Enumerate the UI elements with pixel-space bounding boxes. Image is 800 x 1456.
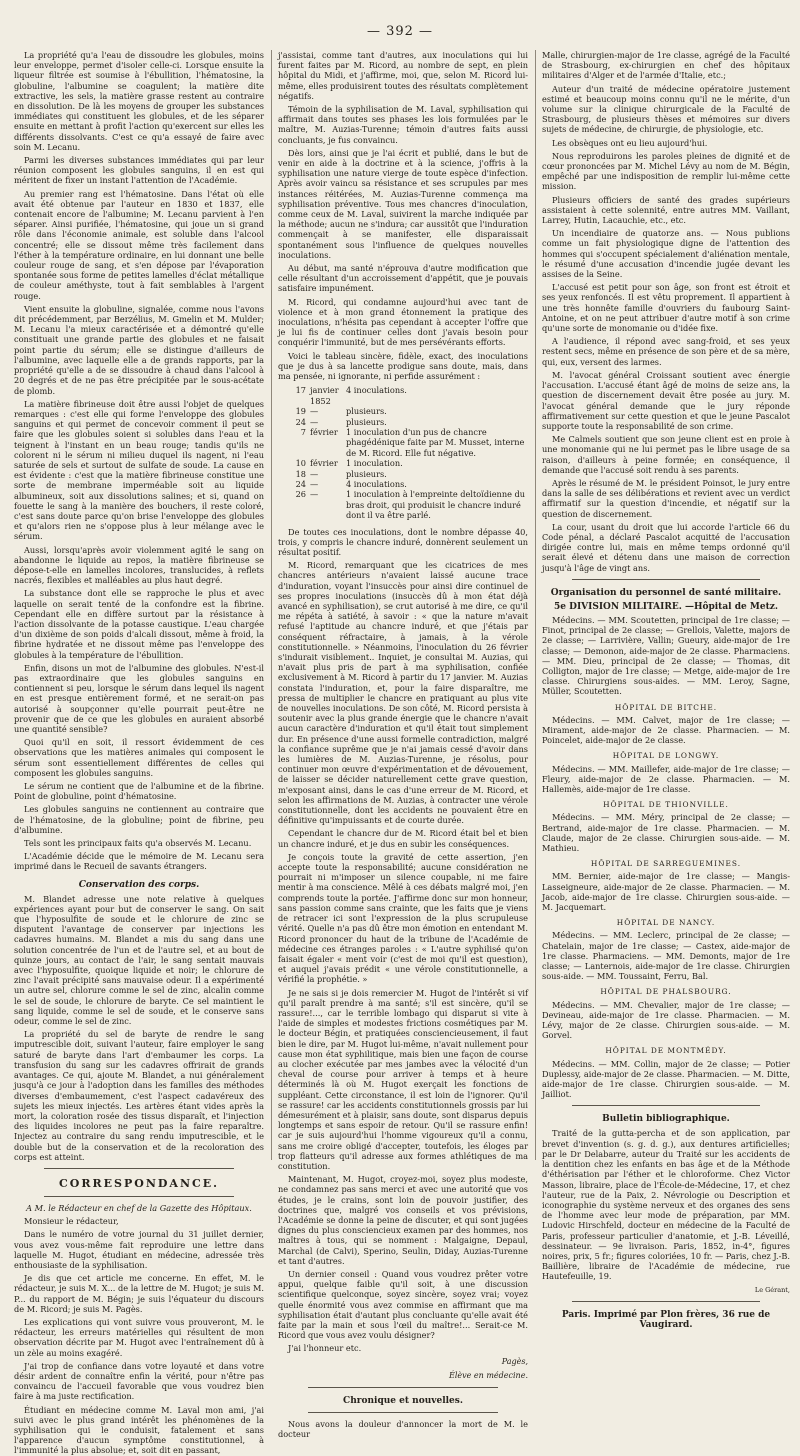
paragraph: M. Blandet adresse une note relative à quelques expériences ayant pour but de conserver le sang. On sait que l'hyposulfite de soude et le chlorure de zinc se disputent l'avantage de conserver par injections les cadavres humains. M. Blandet a mis du sang dans une solution concentrée de l'un et de l'autre sel, et au bout de quinze jours, au contact de l'air, le sang sentait mauvais avec l'hyposulfite, quoique liquide et noir; le chlorure de zinc l'avait précipité sans mauvaise odeur. Il a expérimenté un autre sel, chlorure comme le sel de zinc, alcalin comme le sel de soude, le chlorure de baryte. Ce sel maintient le sang liquide, comme le sel de soude, et le conserve sans odeur, comme le sel de zinc. (14, 893, 264, 1027)
paragraph: Nous avons la douleur d'annoncer la mort de M. le docteur (278, 1419, 528, 1440)
paragraph: M. Ricord, remarquant que les cicatrices de mes chancres antérieurs n'avaient laissé aucune trace d'induration, voyant l'insuccès pour ainsi dire continuel de ses propres inoculations (insuccès dû à mon état déjà avancé en syphilisation), se crut autorisé à me dire, ce qu'il me répéta à satiété, à savoir : « que la nature m'avait refusé l'aptitude au chancre induré, et que j'étais par conséquent réfractaire, à jamais, à la vérole constitutionnelle. » Néanmoins, l'inoculation du 26 février s'indurait visiblement.. Inquiet, je consultai M. Auzias, qui n'avait plus pris de part à ma syphilisation, confiée exclusivement à M. Ricord à partir du 17 janvier. M. Auzias constata l'induration, et, pour la faire disparaître, me pressa de multiplier le chancre en pratiquant au plus vite de nouvelles inoculations. De son côté, M. Ricord persista à soutenir avec la plus grande énergie que le chancre n'avait aucun caractère d'induration et qu'il était tout simplement dur. En présence d'une aussi formelle contradiction, malgré la confiance suprême que je n'ai jamais cessé d'avoir dans les lumières de M. Auzias-Turenne, je résolus, pour continuer mon œuvre d'expérimentation et de dévouement, de laisser se décider naturellement cette grave question, m'exposant ainsi, dans le cas d'une erreur de M. Ricord, et selon les affirmations de M. Auzias, à contracter une vérole constitutionnelle, dont les accidents ne pouvaient être en définitive qu'impuissants et de courte durée. (278, 560, 528, 826)
paragraph: Je dis que cet article me concerne. En effet, M. le rédacteur, je suis M. X... de la lettre de M. Hugot; je suis M. P... du rapport de M. Bégin; je suis l'équateur du discours de M. Ricord; je suis M. Pagès. (14, 1273, 264, 1314)
paragraph: Je ne sais si je dois remercier M. Hugot de l'intérêt si vif qu'il paraît prendre à ma santé; s'il est sincère, qu'il se rassure!..., car le terrible lombago qui disparut si vite à l'aide de simples et modestes frictions cosmétiques par M. le docteur Bégin, et pratiquées consciencieusement, il faut bien le dire, par M. Hugot lui-même, n'avait nullement pour cause mon état syphilitique, mais bien une façon de course au clocher exécutée par mes jambes avec la vélocité d'un cheval de course pour arriver à temps et à heure déterminés là où M. Hugot exerçait les fonctions de suppléant. Cette circonstance, il est loin de l'ignorer. Qu'il se rassure! car les accidents constitutionnels grossis par lui démesurément et à plaisir, sans doute, sont disparus depuis longtemps et sans espoir de retour. Qu'il se rassure enfin! car je suis aujourd'hui l'homme vigoureux qu'il a connu, sans me croire obligé d'accepter, toutefois, les éloges par trop flatteurs qu'il adresse aux formes athlétiques de ma constitution. (278, 987, 528, 1171)
list-item: 17 janvier 1852 4 inoculations. (295, 385, 407, 406)
paragraph: Vient ensuite la globuline, signalée, comme nous l'avons dit précédemment, par Berzélius, M. Gmelin et M. Mulder; M. Lecanu l'a mieux caractérisée et a démontré qu'elle constituait une grande partie des globules et ne faisait point partie du sérum; elle se distingue d'ailleurs de l'albumine, avec laquelle elle a de grands rapports, par la propriété qu'elle a de se dissoudre à chaud dans l'alcool à 20 degrés et de ne pas être précipitée par le sous-acétate de plomb. (14, 303, 264, 396)
list-item: 24 — 4 inoculations. (295, 478, 407, 489)
list-item: 7 février 1 inoculation d'un pus de chancre phagédénique faite par M. Musset, interne de M. Ricord. Elle fut négative. (300, 426, 525, 458)
printer-imprint: Paris. Imprimé par Plon frères, 36 rue de Vaugirard. (561, 1309, 771, 1330)
paragraph: J'ai l'honneur etc. (288, 1343, 362, 1354)
paragraph: M. Ricord, qui condamne aujourd'hui avec tant de violence et à mon grand étonnement la pratique des inoculations, n'hésita pas cependant à accepter l'offre que je lui fis de continuer celles dont j'avais besoin pour conquérir l'immunité, but de mes persévérants efforts. (278, 296, 528, 348)
hospital-heading: HÔPITAL DE NANCY. (616, 918, 716, 928)
paragraph: Enfin, disons un mot de l'albumine des globules. N'est-il pas extraordinaire que les globules sanguins en contiennent si peu, lorsque le sérum dans lequel ils nagent en est presque entièrement formé, et ne serait-on pas autorisé à soupçonner qu'elle pourrait peut-être ne provenir que de ce que les globules en auraient absorbé une quantité sensible? (14, 662, 264, 734)
paragraph: Un dernier conseil : Quand vous voudrez prêter votre appui, quelque faible qu'il soit, à une discussion scientifique quelconque, soyez sincère, soyez vrai; voyez quelle énormité vous avez commise en affirmant que ma syphilisation était d'autant plus concluante qu'elle avait été faite par la main et sous l'œil du maître!... Serait-ce M. Ricord que vous avez voulu désigner? (278, 1269, 528, 1341)
hospital-heading: HÔPITAL DE BITCHE. (614, 702, 718, 712)
paragraph: De toutes ces inoculations, dont le nombre dépasse 40, trois, y compris le chancre induré, donnèrent seulement un résultat positif. (278, 526, 528, 557)
hospital-heading: HÔPITAL DE SARREGUEMINES. (590, 859, 742, 869)
organisation-heading: Organisation du personnel de santé militaire. (550, 587, 782, 598)
salutation: Monsieur le rédacteur, (24, 1216, 119, 1227)
column-divider (271, 50, 272, 1160)
list-item: 10 février 1 inoculation. (295, 458, 403, 469)
paragraph: La matière fibrineuse doit être aussi l'objet de quelques remarques : c'est elle qui forme l'enveloppe des globules sanguins et qui permet de concevoir comment il peut se faire que les globules soient si solubles dans l'eau et la teignent à l'instant en un beau rouge; tandis qu'ils ne colorent ni le sérum ni milieu duquel ils nagent, ni l'eau saturée de sels et surtout de sulfate de soude. La cause en est évidente : c'est que la matière fibrineuse constitue une sorte de membrane imperméable soit au liquide albumineux, soit aux dissolutions salines; et si, quand on fouette le sang à la manière des bouchers, il reste coloré, c'est sans doute parce qu'on brise l'enveloppe des globules et qu'alors rien ne s'oppose plus à leur mélange avec le sérum. (14, 398, 264, 542)
column-divider (535, 50, 536, 1160)
separator-rule (308, 1412, 498, 1413)
list-item: 26 — 1 inoculation à l'empreinte deltoïdienne du bras droit, qui produisit le chancre induré dont il va être parlé. (295, 489, 526, 521)
hospital-staff: Médecins. — MM. Scoutetten, principal de 1re classe; — Finot, principal de 2e classe; — Grellois, Valette, majors de 2e classe; — Larrivière, Vallin; Gueury, aide-major de 1re classe; — Demonon, aide-major de 2e classe. Pharmaciens. — MM. Dieu, principal de 2e classe; — Thomas, dit Colligton, major de 1re classe; — Metge, aide-major de 1re classe. Chirurgiens sous-aides. — MM. Leroy, Sagne, Müller, Scoutetten. (542, 614, 790, 697)
list-item: 24 — plusieurs. (295, 416, 387, 427)
paragraph: L'accusé est petit pour son âge, son front est étroit et ses yeux renfoncés. Il est vêtu proprement. Il appartient à une très honnête famille d'ouvriers du faubourg Saint-Antoine, et on ne peut attribuer d'autre motif à son crime qu'une sorte de monomanie ou d'idée fixe. (542, 282, 790, 334)
hospital-staff: MM. Bernier, aide-major de 1re classe; — Mangis-Lasseigneure, aide-major de 2e classe. Pharmacien. — M. Jacob, aide-major de 1re classe. Chirurgien sous-aide. — M. Jacquemart. (542, 871, 790, 913)
signature-name: Pagès, (501, 1356, 528, 1366)
gerant-label: Le Gérant, (754, 1285, 790, 1294)
hospital-staff: Médecins. — MM. Leclerc, principal de 2e classe; — Chatelain, major de 1re classe; — Castex, aide-major de 1re classe. Pharmaciens. — MM. Demonts, major de 1re classe; — Lanternois, aide-major de 1re classe. Chirurgien sous-aide. — MM. Toussaint, Ferru, Bal. (542, 930, 790, 982)
paragraph: Les globules sanguins ne contiennent au contraire que de l'hématosine, de la globuline; point de fibrine, peu d'albumine. (14, 804, 264, 835)
separator-rule (44, 1168, 234, 1169)
division-heading: 5e DIVISION MILITAIRE. —Hôpital de Metz. (554, 601, 778, 612)
paragraph: Étudiant en médecine comme M. Laval mon ami, j'ai suivi avec le plus grand intérêt les phénomènes de la syphilisation qui le conduisit, fatalement et sans l'apparence d'aucun symptôme constitutionnel, à l'immunité la plus absolue; et, soit dit en passant, (14, 1404, 264, 1456)
list-item: 19 — plusieurs. (295, 406, 387, 417)
column-middle (278, 50, 528, 1440)
paragraph: Après le résumé de M. le président Poinsot, le jury entre dans la salle de ses délibérations et revient avec un verdict affirmatif sur la question d'incendie, et négatif sur la question de discernement. (542, 477, 790, 519)
bulletin-heading: Bulletin bibliographique. (602, 1114, 730, 1125)
separator-rule (572, 579, 760, 580)
paragraph: Quoi qu'il en soit, il ressort évidemment de ces observations que les matières animales qui composent le sérum sont essentiellement différentes de celles qui composent les globules sanguins. (14, 737, 264, 778)
paragraph: Les obsèques ont eu lieu aujourd'hui. (552, 137, 708, 148)
paragraph: Plusieurs officiers de santé des grades supérieurs assistaient à cette solennité, entre autres MM. Vaillant, Larrey, Hutin, Lacauchie, etc., etc. (542, 194, 790, 226)
paragraph: A l'audience, il répond avec sang-froid, et ses yeux restent secs, même en présence de son père et de sa mère, qui, eux, versent des larmes. (542, 336, 790, 367)
column-right (542, 50, 790, 1330)
list-item: 18 — plusieurs. (295, 468, 387, 479)
paragraph: Nous reproduirons les paroles pleines de dignité et de cœur prononcées par M. Michel Lévy au nom de M. Bégin, empêché par une indisposition de remplir lui-même cette mission. (542, 150, 790, 192)
separator-rule (308, 1387, 498, 1388)
paragraph: La propriété du sel de baryte de rendre le sang imputrescible doit, suivant l'auteur, faire employer le sang saturé de baryte dans l'art d'embaumer les corps. La transfusion du sang sur les cadavres offrirait de grands avantages. Ce qui, ajoute M. Blandet, a nui généralement jusqu'à ce jour à l'adoption dans les familles des méthodes diverses d'embaumement, c'est l'aspect cadavéreux des sujets les mieux injectés. Les artères étant vides après la mort, la coloration rosée des tissus disparaît, et l'injection des liquides incolores ne peut pas la faire reparaître. Injectez au contraire du sang rendu imputrescible, et le double but de la conservation et de la recoloration des corps est atteint. (14, 1029, 264, 1162)
paragraph: Un incendiaire de quatorze ans. — Nous publions comme un fait physiologique digne de l'attention des hommes qui s'occupent spécialement d'aliénation mentale, le résumé d'une accusation d'incendie jugée devant les assises de la Seine. (542, 228, 790, 280)
inoculation-list (278, 385, 528, 520)
chronique-heading: Chronique et nouvelles. (343, 1396, 463, 1407)
paragraph: Dès lors, ainsi que je l'ai écrit et publié, dans le but de venir en aide à la doctrine et à la science, j'offris à la syphilisation une nature vierge de toute espèce d'infection. Après avoir vaincu sa résistance et ses scrupules par mes instances réitérées, M. Auzias-Turenne commença ma syphilisation préventive. Tous mes chancres d'inoculation, comme ceux de M. Laval, suivirent la marche indiquée par la méthode; aucun ne s'indura; car aussitôt que l'induration commençait à se manifester, elle disparaissait spontanément sous l'influence de quelques nouvelles inoculations. (278, 147, 528, 260)
paragraph: J'ai trop de confiance dans votre loyauté et dans votre désir ardent de connaître enfin la vérité, pour n'être pas convaincu de l'accueil favorable que vous voudrez bien faire à ma juste rectification. (14, 1360, 264, 1402)
paragraph: Parmi les diverses substances immédiates qui par leur réunion composent les globules sanguins, il en est qui méritent de fixer un instant l'attention de l'Académie. (14, 155, 264, 186)
hospital-heading: HÔPITAL DE PHALSBOURG. (600, 987, 732, 997)
paragraph: Au premier rang est l'hématosine. Dans l'état où elle avait été obtenue par l'auteur en 1830 et 1837, elle contenait encore de l'albumine; M. Lecanu parvient à l'en séparer. Ainsi purifiée, l'hématosine, qui joue un si grand rôle dans l'économie animale, est soluble dans l'alcool concentré; elle se dissout même très facilement dans l'éther à la température ordinaire, en lui donnant une belle couleur rouge de sang, et s'en dépose par l'évaporation spontanée sous forme de petites lamelles d'éclat métallique de couleur améthyste, tout à fait semblables à l'argent rouge. (14, 188, 264, 301)
paragraph: M. l'avocat général Croissant soutient avec énergie l'accusation. L'accusé étant âgé de moins de seize ans, la question de discernement devait être posée au jury. M. l'avocat général demande que le jury réponde affirmativement sur cette question et que le jeune Pascalot supporte toute la responsabilité de son crime. (542, 369, 790, 431)
hospital-heading: HÔPITAL DE LONGWY. (612, 751, 720, 761)
paragraph: Je conçois toute la gravité de cette assertion, j'en accepte toute la responsabilité; aucune considération ne pourrait ni m'imposer un silence coupable, ni me faire mentir à ma conscience. Mêlé à ces débats malgré moi, j'en comprends toute la portée. J'affirme donc sur mon honneur, sans passion comme sans crainte, que les faits que je viens de retracer ici sont l'expression de la plus scrupuleuse vérité. Quelle n'a pas dû être mon émotion en entendant M. Ricord prononcer du haut de la tribune de l'Académie de médecine ces étranges paroles : « L'autre syphilisé qu'on faisait égaler « ment voir (c'est de moi qu'il est question), et auquel j'avais prédit « une vérole constitutionnelle, a vérifié la prophétie. » (278, 851, 528, 985)
hospital-staff: Médecins. — MM. Méry, principal de 2e classe; — Bertrand, aide-major de 1re classe. Pharmacien. — M. Claude, major de 2e classe. Chirurgien sous-aide. — M. Mathieu. (542, 812, 790, 854)
separator-rule (572, 1301, 760, 1302)
paragraph: Dans le numéro de votre journal du 31 juillet dernier, vous avez vous-même fait reproduire une lettre dans laquelle M. Hugot, étudiant en médecine, adressée très enthousiaste de la syphilisation. (14, 1229, 264, 1270)
paragraph: Auteur d'un traité de médecine opératoire justement estimé et beaucoup moins connu qu'il ne le mérite, d'un volume sur la clinique chirurgicale de la Faculté de Strasbourg, de plusieurs thèses et mémoires sur divers sujets de médecine, de chirurgie, de physiologie, etc. (542, 83, 790, 135)
hospital-heading: HÔPITAL DE MONTMÉDY. (605, 1046, 727, 1056)
paragraph: La propriété qu'a l'eau de dissoudre les globules, moins leur enveloppe, permet d'isoler celle-ci. Lorsque ensuite la liqueur filtrée est soumise à l'ébullition, l'hématosine, la globuline, l'albumine se coagulent; la matière dite extractive, les sels, la matière grasse restent au contraire en dissolution. De là les moyens de grouper les substances immédiates qui constituent les globules, et de les séparer ensuite en mettant à profit l'action qu'exercent sur elles les différents dissolvants. C'est ce qu'a essayé de faire avec soin M. Lecanu. (14, 50, 264, 152)
paragraph: Voici le tableau sincère, fidèle, exact, des inoculations que je dus à sa lancette prodigue sans doute, mais, dans ma pensée, ni ignorante, ni perfide assurément : (278, 350, 528, 382)
paragraph: Au début, ma santé n'éprouva d'autre modification que celle résultant d'un accroissement d'appétit, que je pouvais satisfaire impunément. (278, 263, 528, 294)
signature-title: Élève en médecine. (448, 1370, 528, 1380)
hospital-staff: Médecins. — MM. Calvet, major de 1re classe; — Mirament, aide-major de 2e classe. Pharmacien. — M. Poincelet, aide-major de 2e classe. (542, 714, 790, 746)
column-left (14, 50, 264, 1456)
hospital-heading: HÔPITAL DE THIONVILLE. (603, 800, 729, 810)
paragraph: La substance dont elle se rapproche le plus et avec laquelle on serait tenté de la confondre est la fibrine. Cependant elle en diffère surtout par la résistance à l'action dissolvante de la potasse caustique. L'eau chargée d'un dixième de son poids d'alcali dissout, même à froid, la fibrine hydratée et ne dissout même pas l'enveloppe des globules à la température de l'ébullition. (14, 588, 264, 660)
section-heading: Conservation des corps. (78, 879, 200, 890)
paragraph: La cour, usant du droit que lui accorde l'article 66 du Code pénal, a déclaré Pascalot acquitté de l'accusation dirigée contre lui, mais en même temps ordonné qu'il serait élevé et détenu dans une maison de correction jusqu'à l'âge de vingt ans. (542, 521, 790, 573)
correspondance-heading: CORRESPONDANCE. (59, 1176, 219, 1190)
bibliography-entry: Traité de la gutta-percha et de son application, par brevet d'invention (s. g. d. g.), aux dentures artificielles; par le Dr Delabarre, auteur du Traité sur les accidents de la dentition chez les enfants en bas âge et de la Méthode d'éthérisation par l'éther et le chloroforme. Chez Victor Masson, libraire, place de l'École-de-Médecine, 17, et chez l'auteur, rue de la Paix, 2. Névrologie ou Description et iconographie du système nerveux et des organes des sens de l'homme avec leur mode de préparation, par MM. Ludovic Hirschfeld, docteur en médecine de la Faculté de Paris, professeur particulier d'anatomie, et J.-B. Léveillé, dessinateur. — 9e livraison. Paris, 1852, in-4°, figures noires, prix, 5 fr.; figures coloriées, 10 fr. — Paris, chez J.-B. Baillière, libraire de l'Académie de médecine, rue Hautefeuille, 19. (542, 1128, 790, 1282)
hospital-staff: Médecins. — MM. Chevalier, major de 1re classe; — Devineau, aide-major de 1re classe. Pharmacien. — M. Lévy, major de 2e classe. Chirurgien sous-aide. — M. Gorvel. (542, 999, 790, 1041)
hospital-staff: Médecins. — MM. Collin, major de 2e classe; — Potier Duplessy, aide-major de 2e classe. Pharmacien. — M. Ditte, aide-major de 1re classe. Chirurgien sous-aide. — M. Jailliot. (542, 1058, 790, 1100)
paragraph: j'assistai, comme tant d'autres, aux inoculations qui lui furent faites par M. Ricord, au nombre de sept, en plein hôpital du Midi, et j'affirme, moi, que, selon M. Ricord lui-même, elles produisirent toutes des résultats complètement négatifs. (278, 50, 528, 101)
hospital-staff: Médecins. — MM. Maillefer, aide-major de 1re classe; — Fleury, aide-major de 2e classe. Pharmacien. — M. Hallemès, aide-major de 1re classe. (542, 763, 790, 794)
paragraph: L'Académie décide que le mémoire de M. Lecanu sera imprimé dans le Recueil de savants étrangers. (14, 851, 264, 872)
paragraph: Aussi, lorsqu'après avoir violemment agité le sang on abandonne le liquide au repos, la matière fibrineuse se dépose-t-elle en lamelles incolores, translucides, à reflets nacrés, flexibles et malléables au plus haut degré. (14, 544, 264, 586)
paragraph: Témoin de la syphilisation de M. Laval, syphilisation qui affirmait dans toutes ses phases les lois formulées par le maître, M. Auzias-Turenne; témoin d'autres faits aussi concluants, je fus convaincu. (278, 104, 528, 145)
separator-rule (572, 1105, 760, 1106)
letter-heading: A M. le Rédacteur en chef de la Gazette des Hôpitaux. (26, 1202, 252, 1213)
paragraph: Cependant le chancre dur de M. Ricord était bel et bien un chancre induré, et je dus en subir les conséquences. (278, 828, 528, 849)
paragraph: Me Calmels soutient que son jeune client est en proie à une monomanie qui ne lui permet pas le libre usage de sa raison, d'ailleurs à peine formée; en conséquence, il demande que l'accusé soit rendu à ses parents. (542, 434, 790, 475)
paragraph: Malle, chirurgien-major de 1re classe, agrégé de la Faculté de Strasbourg, ex-chirurgien en chef des hôpitaux militaires d'Alger et de l'armée d'Italie, etc.; (542, 50, 790, 81)
page-number: — 392 — (366, 24, 434, 39)
paragraph: Les explications qui vont suivre vous prouveront, M. le rédacteur, les erreurs matérielles qui résultent de mon observation décrite par M. Hugot avec l'entraînement dû à un zèle au moins exagéré. (14, 1316, 264, 1358)
separator-rule (44, 1196, 234, 1197)
paragraph: Le sérum ne contient que de l'albumine et de la fibrine. Point de globuline, point d'hématosine. (14, 781, 264, 802)
paragraph: Tels sont les principaux faits qu'a observés M. Lecanu. (24, 838, 252, 849)
paragraph: Maintenant, M. Hugot, croyez-moi, soyez plus modeste, ne condamnez pas sans merci et avec une autorité que vos études, je le crains, sont loin de pouvoir justifier, des doctrines que, malgré vos conseils et vos prévisions, l'Académie se donne la peine de discuter, et qui sont jugées dignes du plus consciencieux examen par des hommes, nos maîtres à tous, qui se nomment : Malgaigne, Depaul, Marchal (de Calvi), Sperino, Seulin, Diday, Auzias-Turenne et tant d'autres. (278, 1174, 528, 1266)
